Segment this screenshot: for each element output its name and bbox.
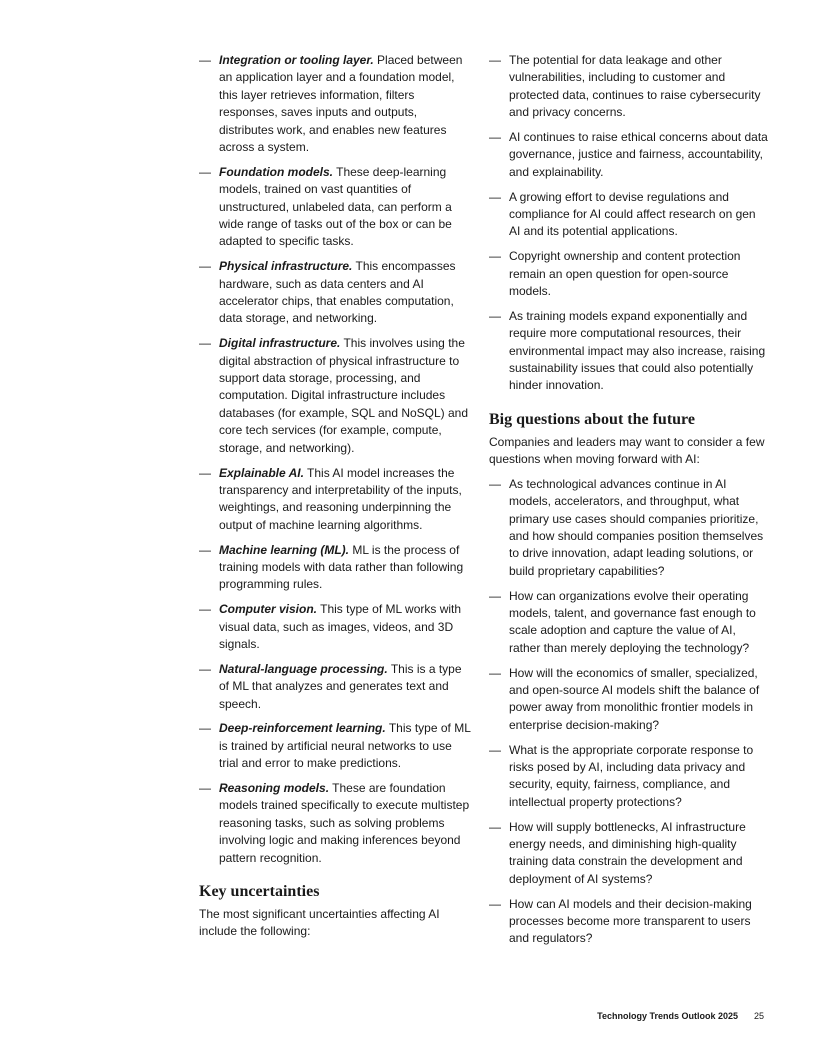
big-questions-intro: Companies and leaders may want to consider a few questions when moving forward with AI:	[489, 434, 765, 467]
bullet-dash: —	[199, 780, 211, 795]
uncertainty-text: AI continues to raise ethical concerns about data governance, justice and fairness, accountability, and explainability.	[509, 130, 768, 179]
bullet-dash: —	[489, 819, 501, 834]
definition-text: ML is the process of training models with data rather than following programming rules.	[219, 542, 464, 592]
question-text: What is the appropriate corporate response to risks posed by AI, including data privacy and security, equity, fairness, compliance, and intellectual property protections?	[509, 742, 754, 809]
list-item	[199, 601, 471, 653]
bullet-dash: —	[199, 259, 211, 274]
definition-text: This AI model increases the transparency and interpretability of the inputs, weightings, and reasoning underpinning the output of machine learning algorithms.	[219, 465, 462, 532]
bullet-dash: —	[489, 130, 501, 145]
definition-term: Integration or tooling layer.	[219, 53, 374, 67]
definition-term: Foundation models.	[219, 164, 333, 179]
bullet-dash: —	[489, 665, 501, 680]
bullet-dash: —	[199, 661, 211, 676]
bullet-dash: —	[199, 164, 211, 179]
definition-text: This involves using the digital abstraction of physical infrastructure to support data storage, processing, and computation. Digital infrastructure includes databases (for example, SQL and NoSQL) and core tech services (for example, compute, storage, and networking).	[219, 336, 469, 455]
list-item	[199, 720, 471, 772]
list-item	[489, 52, 769, 122]
question-text: How can AI models and their decision-making processes become more transparent to users and regulators?	[509, 896, 752, 946]
list-item	[489, 665, 769, 735]
uncertainty-text: A growing effort to devise regulations and compliance for AI could affect research on gen AI and its potential applications.	[509, 189, 756, 239]
list-item	[199, 52, 471, 156]
definition-text: This type of ML is trained by artificial neural networks to use trial and error to make predictions.	[219, 721, 471, 771]
bullet-dash: —	[489, 742, 501, 757]
bullet-dash: —	[199, 542, 211, 557]
list-item	[199, 465, 471, 535]
question-text: How will the economics of smaller, specialized, and open-source AI models shift the balance of power away from monolithic frontier models in enterprise decision-making?	[509, 665, 760, 732]
definition-term: Computer vision.	[219, 602, 318, 617]
page-footer	[597, 1011, 764, 1021]
bullet-dash: —	[199, 721, 211, 736]
uncertainty-text: The potential for data leakage and other vulnerabilities, including to customer and protected data, continues to raise cybersecurity and privacy concerns.	[509, 53, 761, 120]
list-item	[199, 335, 471, 457]
bullet-dash: —	[489, 476, 501, 491]
list-item	[489, 588, 769, 658]
definition-text: This encompasses hardware, such as data centers and AI accelerator chips, that enables computation, data storage, and networking.	[219, 259, 456, 326]
uncertainty-text: Copyright ownership and content protection remain an open question for open-source models.	[509, 249, 741, 299]
question-text: As technological advances continue in AI models, accelerators, and throughput, what primary use cases should companies prioritize, and how should companies position themselves to drive innovation, adapt leading solutions, or build proprietary capabilities?	[509, 476, 764, 578]
right-column	[489, 52, 769, 955]
bullet-dash: —	[489, 308, 501, 323]
bullet-dash: —	[489, 189, 501, 204]
list-item	[199, 780, 471, 867]
definition-term: Reasoning models.	[219, 780, 330, 795]
list-item	[489, 476, 769, 580]
key-uncertainties-intro: The most significant uncertainties affecting AI include the following:	[199, 906, 440, 939]
definitions-list	[199, 52, 471, 867]
definition-text: Placed between an application layer and a foundation model, this layer retrieves information, filters responses, saves inputs and outputs, distributes work, and enables new features across a system.	[219, 53, 463, 155]
bullet-dash: —	[489, 249, 501, 264]
list-item	[199, 258, 471, 328]
list-item	[489, 248, 769, 300]
list-item	[489, 742, 769, 812]
definition-term: Explainable AI.	[219, 465, 304, 480]
question-text: How will supply bottlenecks, AI infrastructure energy needs, and diminishing high-quality training data constrain the development and deployment of AI systems?	[509, 819, 746, 886]
list-item	[199, 164, 471, 251]
bullet-dash: —	[489, 896, 501, 911]
uncertainties-list	[489, 52, 769, 395]
report-title: Technology Trends Outlook 2025	[597, 1011, 738, 1021]
definition-text: These deep-learning models, trained on vast quantities of unstructured, unlabeled data, can perform a wide range of tasks out of the box or can be adapted to specific tasks.	[219, 164, 452, 249]
list-item	[489, 129, 769, 181]
question-text: How can organizations evolve their operating models, talent, and governance fast enough to scale adoption and capture the value of AI, rather than merely deploying the technology?	[509, 588, 756, 655]
bullet-dash: —	[489, 588, 501, 603]
bullet-dash: —	[199, 53, 211, 67]
left-column	[199, 52, 471, 948]
uncertainty-text: As training models expand exponentially and require more computational resources, their environmental impact may also increase, raising sustainability issues that could also potentially hinder innovation.	[509, 308, 766, 393]
list-item	[489, 189, 769, 241]
definition-text: This is a type of ML that analyzes and generates text and speech.	[219, 661, 462, 711]
bullet-dash: —	[199, 465, 211, 480]
questions-list	[489, 476, 769, 948]
list-item	[489, 896, 769, 948]
list-item	[489, 308, 769, 395]
definition-term: Natural-language processing.	[219, 661, 388, 676]
list-item	[199, 661, 471, 713]
definition-text: These are foundation models trained specifically to execute multistep reasoning tasks, such as solving problems involving logic and making inferences beyond pattern recognition.	[219, 780, 470, 865]
definition-term: Physical infrastructure.	[219, 259, 353, 274]
definition-text: This type of ML works with visual data, such as images, videos, and 3D signals.	[219, 602, 462, 651]
page-number: 25	[753, 1011, 764, 1021]
bullet-dash: —	[199, 602, 211, 617]
list-item	[489, 819, 769, 889]
definition-term: Deep-reinforcement learning.	[219, 721, 386, 736]
definition-term: Machine learning (ML).	[219, 542, 350, 557]
bullet-dash: —	[199, 336, 211, 351]
definition-term: Digital infrastructure.	[219, 336, 341, 351]
big-questions-heading: Big questions about the future	[489, 410, 695, 428]
bullet-dash: —	[489, 53, 501, 67]
key-uncertainties-heading: Key uncertainties	[199, 882, 320, 900]
list-item	[199, 542, 471, 594]
